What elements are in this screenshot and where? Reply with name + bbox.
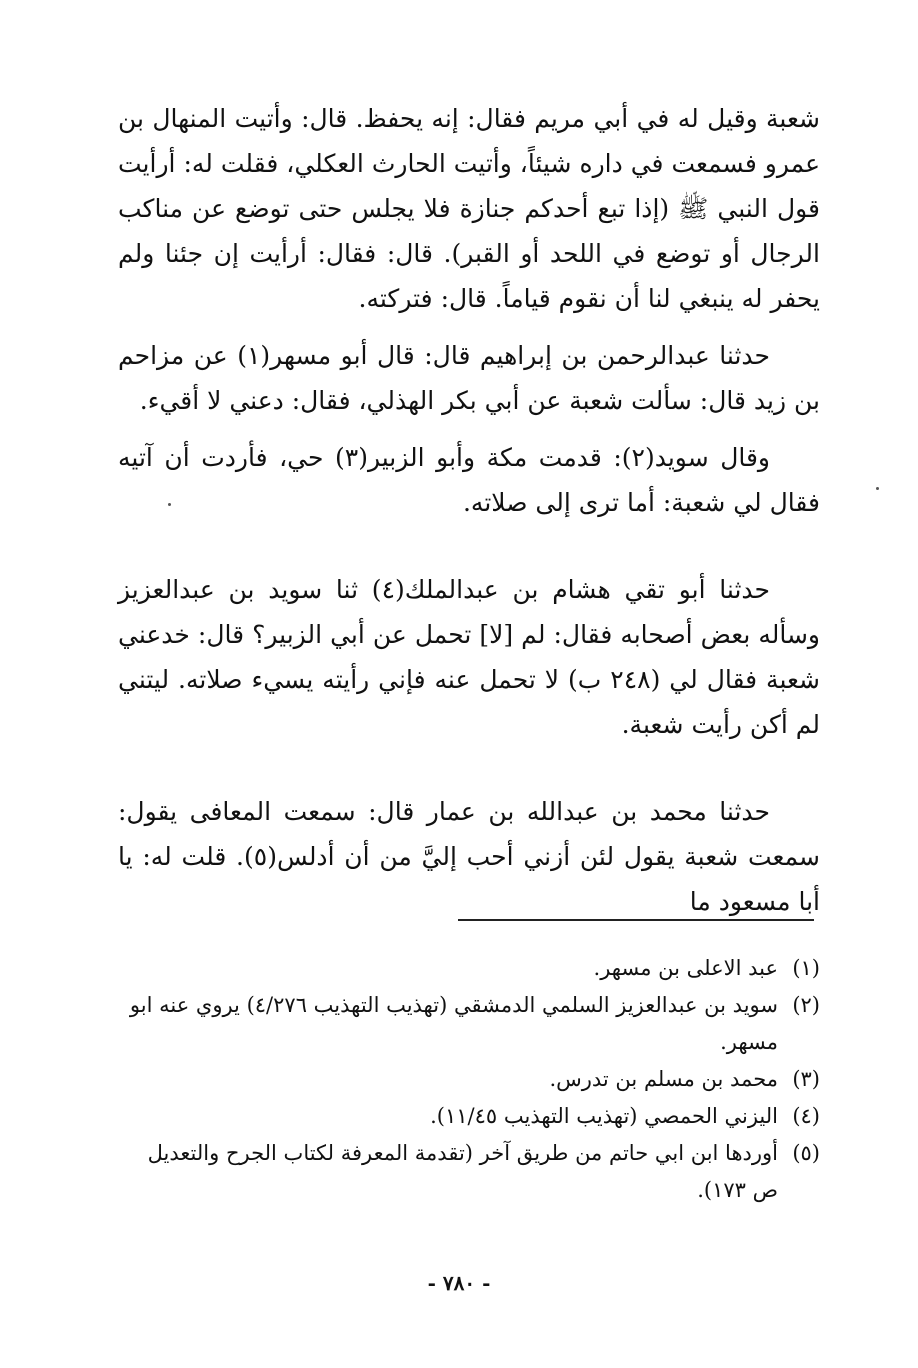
page-number: - ٧٨٠ -: [427, 1271, 491, 1295]
footnote-2: [118, 987, 820, 1061]
footnote-text: أوردها ابن ابي حاتم من طريق آخر (تقدمة المعرفة لكتاب الجرح والتعديل ص ١٧٣).: [147, 1141, 778, 1202]
footnote-number: (٥): [792, 1141, 820, 1165]
paragraph-3: وقال سويد(٢): قدمت مكة وأبو الزبير(٣) حي، فأردت أن آتيه فقال لي شعبة: أما ترى إلى صلاته.: [118, 443, 820, 517]
footnote-number: (١): [792, 956, 820, 980]
footnote-text: اليزني الحمصي (تهذيب التهذيب ١١/٤٥).: [430, 1104, 778, 1128]
footnote-text: محمد بن مسلم بن تدرس.: [549, 1067, 778, 1091]
footnote-5: [118, 1135, 820, 1209]
paragraph-5: حدثنا محمد بن عبدالله بن عمار قال: سمعت المعافى يقول: سمعت شعبة يقول لئن أزني أحب إليَّ من أن أدلس(٥). قلت له: يا أبا مسعود ما: [118, 797, 820, 916]
main-text-body: [118, 96, 820, 924]
footnote-4: [118, 1098, 820, 1135]
footnote-number: (٢): [792, 993, 820, 1017]
footnote-number: (٣): [792, 1067, 820, 1091]
footnote-number: (٤): [792, 1104, 820, 1128]
paragraph-2: حدثنا عبدالرحمن بن إبراهيم قال: قال أبو مسهر(١) عن مزاحم بن زيد قال: سألت شعبة عن أبي بكر الهذلي، فقال: دعني لا أقيء.: [118, 341, 820, 415]
footnotes-section: [118, 950, 820, 1209]
paragraph-1: شعبة وقيل له في أبي مريم فقال: إنه يحفظ. قال: وأتيت المنهال بن عمرو فسمعت في داره شيئاً، وأتيت الحارث العكلي، فقلت له: أرأيت قول النبي ﷺ (إذا تبع أحدكم جنازة فلا يجلس حتى توضع عن مناكب الرجال أو توضع في اللحد أو القبر). قال: فقال: أرأيت إن جئنا ولم يحفر له ينبغي لنا أن نقوم قياماً. قال: فتركته.: [118, 104, 820, 313]
scan-speck: [168, 503, 171, 506]
footnote-text: سويد بن عبدالعزيز السلمي الدمشقي (تهذيب التهذيب ٤/٢٧٦) يروي عنه ابو مسهر.: [129, 993, 778, 1054]
footnote-1: [118, 950, 820, 987]
footnote-text: عبد الاعلى بن مسهر.: [593, 956, 778, 980]
footnote-3: [118, 1061, 820, 1098]
scan-speck: [876, 487, 879, 490]
paragraph-4: حدثنا أبو تقي هشام بن عبدالملك(٤) ثنا سويد بن عبدالعزيز وسأله بعض أصحابه فقال: لم [لا] تحمل عن أبي الزبير؟ قال: خدعني شعبة فقال لي (٢٤٨ ب) لا تحمل عنه فإني رأيته يسيء صلاته. ليتني لم أكن رأيت شعبة.: [118, 575, 820, 739]
footnote-separator: [458, 919, 814, 921]
